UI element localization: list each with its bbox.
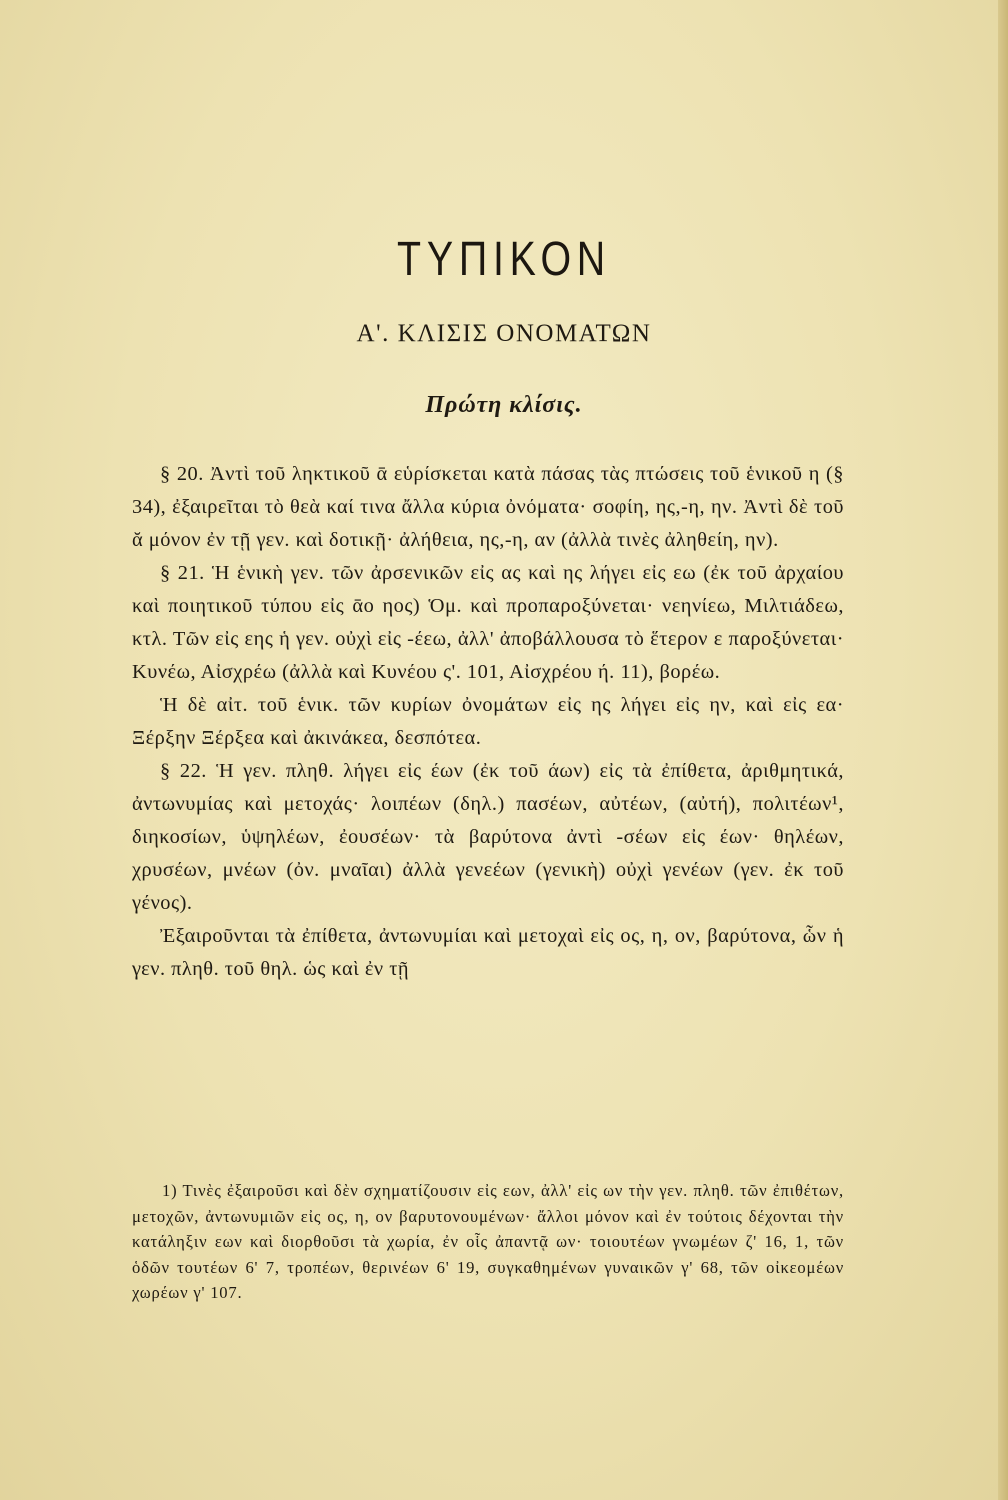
paragraph-23: Ἐξαιροῦνται τὰ ἐπίθετα, ἀντωνυμίαι καὶ μετοχαὶ εἰς ος, η, ον, βαρύτονα, ὧν ἡ γεν. πληθ. τοῦ θηλ. ὡς καὶ ἐν τῇ (132, 925, 844, 980)
body-text (132, 458, 844, 986)
section-heading: Πρώτη κλίσις. (425, 392, 583, 418)
paragraph-20: § 20. Ἀντὶ τοῦ ληκτικοῦ ᾱ εὑρίσκεται κατὰ πάσας τὰς πτώσεις τοῦ ἑνικοῦ η (§ 34), ἐξαιρεῖται τὸ θεὰ καί τινα ἄλλα κύρια ὀνόματα· σοφίη, ης,-η, ην. Ἀντὶ δὲ τοῦ ᾰ μόνον ἐν τῇ γεν. καὶ δοτικῇ· ἀλήθεια, ης,-η, αν (ἀλλὰ τινὲς ἀληθείη, ην). (132, 463, 844, 551)
chapter-heading: Α'. ΚΛΙΣΙΣ ΟΝΟΜΑΤΩΝ (356, 320, 652, 347)
page-title: ΤΥΠΙΚΟΝ (397, 233, 611, 286)
paragraph-21: § 21. Ἡ ἑνικὴ γεν. τῶν ἀρσενικῶν εἰς ας καὶ ης λήγει εἰς εω (ἐκ τοῦ ἀρχαίου καὶ ποιητικοῦ τύπου εἰς ᾱο ηος) Ὁμ. καὶ προπαροξύνεται· νεηνίεω, Μιλτιάδεω, κτλ. Τῶν εἰς εης ἡ γεν. οὐχὶ εἰς -έεω, ἀλλ' ἀποβάλλουσα τὸ ἕτερον ε παροξύνεται· Κυνέω, Αἰσχρέω (ἀλλὰ καὶ Κυνέου ς'. 101, Αἰσχρέου ή. 11), βορέω. (132, 562, 844, 683)
footnote-1: 1) Τινὲς ἐξαιροῦσι καὶ δὲν σχηματίζουσιν εἰς εων, ἀλλ' εἰς ων τὴν γεν. πληθ. τῶν ἐπιθέτων, μετοχῶν, ἀντωνυμιῶν εἰς ος, η, ον βαρυτονουμένων· ἄλλοι μόνον καὶ ἐν τούτοις δέχονται τὴν κατάληξιν εων καὶ διορθοῦσι τὰ χωρία, ἐν οἷς ἀπαντᾷ ων· τοιουτέων γνωμέων ζ' 16, 1, τῶν ὁδῶν τουτέων 6' 7, τροπέων, θερινέων 6' 19, συγκαθημένων γυναικῶν γ' 68, τῶν οἰκεομέων χωρέων γ' 107. (132, 1181, 844, 1302)
paragraph-22: § 22. Ἡ γεν. πληθ. λήγει εἰς έων (ἐκ τοῦ άων) εἰς τὰ ἐπίθετα, ἀριθμητικά, ἀντωνυμίας καὶ μετοχάς· λοιπέων (δηλ.) πασέων, αὐτέων, (αὐτή), πολιτέων¹, διηκοσίων, ὑψηλέων, ἐουσέων· τὰ βαρύτονα ἀντὶ -σέων εἰς έων· θηλέων, χρυσέων, μνέων (ὀν. μναῖαι) ἀλλὰ γενεέων (γενικὴ) οὐχὶ γενέων (γεν. ἐκ τοῦ γένος). (132, 760, 844, 914)
paragraph-21b: Ἡ δὲ αἰτ. τοῦ ἑνικ. τῶν κυρίων ὀνομάτων εἰς ης λήγει εἰς ην, καὶ εἰς εα· Ξέρξην Ξέρξεα καὶ ἀκινάκεα, δεσπότεα. (132, 694, 844, 749)
footnotes (132, 1178, 844, 1306)
page-edge (998, 0, 1008, 1500)
